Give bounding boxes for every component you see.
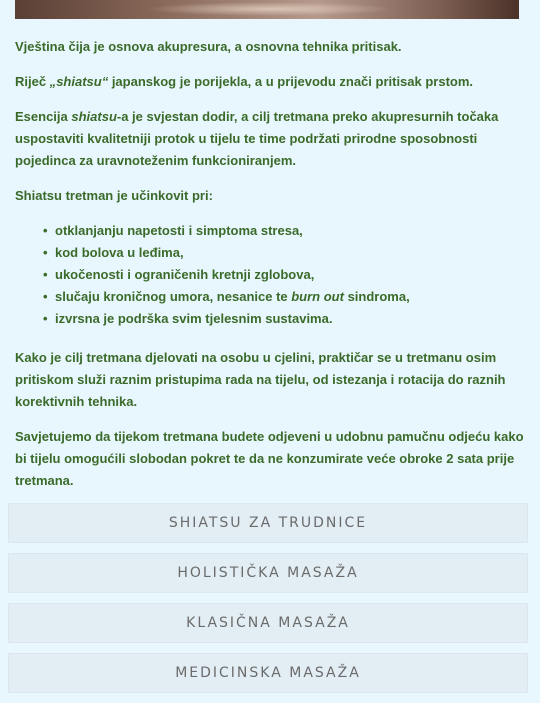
paragraph-origin-text: Riječ — [15, 74, 50, 89]
list-item-text-end: sindroma, — [343, 289, 410, 304]
benefits-list — [15, 220, 530, 330]
list-item — [55, 286, 530, 308]
paragraph-effective-intro: Shiatsu tretman je učinkovit pri: — [15, 188, 213, 203]
paragraph-essence — [15, 106, 530, 172]
paragraph-essence-text: Esencija — [15, 109, 72, 124]
paragraph-advice: Savjetujemo da tijekom tretmana budete odjeveni u udobnu pamučnu odjeću kako bi tijelu omogućili slobodan pokret te da ne konzumirate veće obroke 2 sata prije tretmana. — [15, 429, 524, 488]
list-item: • otklanjanju napetosti i simptoma stresa, — [55, 220, 530, 242]
paragraph-intro: Vještina čija je osnova akupresura, a osnovna tehnika pritisak. — [15, 39, 402, 54]
hero-image-highlight — [145, 2, 395, 16]
paragraph-essence-term: shiatsu — [71, 109, 117, 124]
paragraph-essence-text-end: -a je svjestan dodir, a cilj tretmana preko akupresurnih točaka uspostaviti kvalitetniji protok u tijelu te time podržati prirodne sposobnosti pojedinca za uravnoteženim funkcioniranjem. — [15, 109, 499, 168]
list-item: • kod bolova u leđima, — [55, 242, 530, 264]
paragraph-approach: Kako je cilj tretmana djelovati na osobu u cjelini, praktičar se u tretmanu osim pritiskom služi raznim pristupima rada na tijelu, od istezanja i rotacija do raznih korektivnih tehnika. — [15, 350, 506, 409]
shiatsu-za-trudnice-button[interactable]: SHIATSU ZA TRUDNICE — [8, 503, 528, 543]
list-item-text: slučaju kroničnog umora, nesanice te — [55, 289, 292, 304]
holisticka-masaza-button[interactable]: HOLISTIČKA MASAŽA — [8, 553, 528, 593]
medicinska-masaza-button[interactable]: MEDICINSKA MASAŽA — [8, 653, 528, 693]
list-item-term: burn out — [291, 289, 344, 304]
hero-image — [15, 0, 519, 19]
list-item: • ukočenosti i ograničenih kretnji zglobova, — [55, 264, 530, 286]
paragraph-origin-term: „shiatsu“ — [49, 74, 109, 89]
treatment-buttons — [8, 503, 528, 703]
klasicna-masaza-button[interactable]: KLASIČNA MASAŽA — [8, 603, 528, 643]
paragraph-origin — [15, 71, 530, 93]
paragraph-origin-text-end: japanskog je porijekla, a u prijevodu znači pritisak prstom. — [108, 74, 474, 89]
article-content — [15, 36, 530, 505]
list-item: • izvrsna je podrška svim tjelesnim sustavima. — [55, 308, 530, 330]
